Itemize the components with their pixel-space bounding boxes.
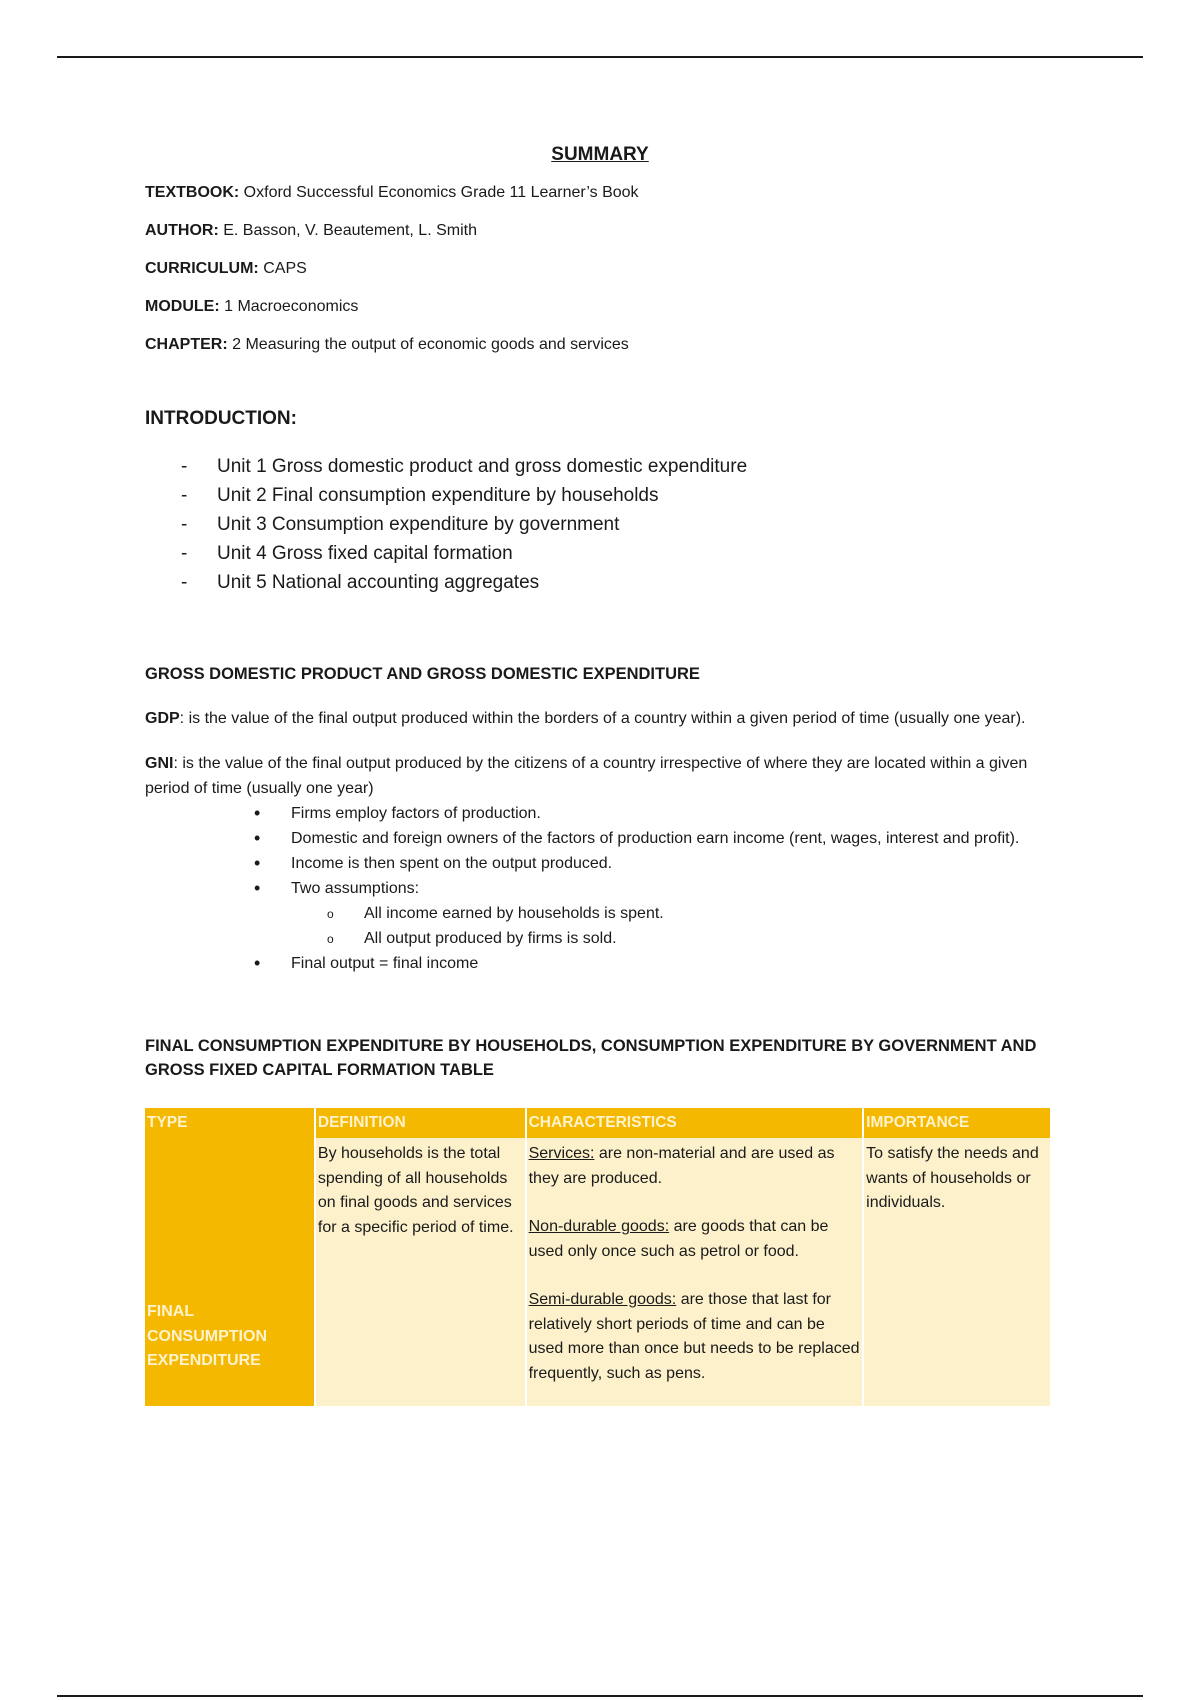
term: Non-durable goods: xyxy=(528,1218,670,1235)
meta-author xyxy=(145,222,1055,240)
list-item: - Unit 4 Gross fixed capital formation xyxy=(181,539,1055,568)
gdp-definition xyxy=(145,706,1055,731)
term: Semi-durable goods: xyxy=(528,1291,677,1308)
header-rule xyxy=(57,56,1143,58)
sub-bullet-list xyxy=(291,901,1055,951)
expenditure-table xyxy=(145,1108,1052,1406)
list-item: - Unit 1 Gross domestic product and gross domestic expenditure xyxy=(181,452,1055,481)
characteristic-services xyxy=(529,1142,861,1191)
meta-value: CAPS xyxy=(263,260,307,277)
meta-module xyxy=(145,298,1055,316)
list-item: • Final output = final income xyxy=(254,951,1055,976)
list-item-text: Two assumptions: xyxy=(291,880,420,897)
meta-textbook xyxy=(145,184,1055,202)
meta-label: TEXTBOOK: xyxy=(145,184,240,201)
gni-text: : is the value of the final output produced by the citizens of a country irrespective of where they are located within a given period of time (usually one year) xyxy=(145,755,1028,797)
meta-curriculum xyxy=(145,260,1055,278)
term: Services: xyxy=(528,1145,595,1162)
list-item xyxy=(254,876,1055,951)
column-header: IMPORTANCE xyxy=(863,1108,1051,1138)
document-page xyxy=(145,144,1055,1406)
term-text: are those that last for relatively short periods of time and can be used more than once but needs to be replaced frequently, such as pens. xyxy=(528,1291,860,1382)
document-title: SUMMARY xyxy=(551,144,649,165)
list-item: • Domestic and foreign owners of the factors of production earn income (rent, wages, interest and profit). xyxy=(254,826,1055,851)
type-cell: FINAL CONSUMPTION EXPENDITURE xyxy=(145,1138,315,1406)
list-item: • Firms employ factors of production. xyxy=(254,801,1055,826)
list-item: - Unit 5 National accounting aggregates xyxy=(181,568,1055,597)
definition-cell: By households is the total spending of all households on final goods and services for a specific period of time. xyxy=(315,1138,526,1406)
meta-value: E. Basson, V. Beautement, L. Smith xyxy=(223,222,477,239)
gdp-label: GDP xyxy=(145,710,180,727)
list-item: o All income earned by households is spent. xyxy=(327,901,1055,926)
characteristic-non-durable xyxy=(529,1215,861,1264)
unit-list xyxy=(145,452,1055,597)
meta-chapter xyxy=(145,336,1055,354)
section-heading-gdp: GROSS DOMESTIC PRODUCT AND GROSS DOMESTIC EXPENDITURE xyxy=(145,665,700,683)
list-item: • Income is then spent on the output produced. xyxy=(254,851,1055,876)
term-text: are non-material and are used as they are produced. xyxy=(528,1145,835,1187)
meta-label: AUTHOR: xyxy=(145,222,219,239)
meta-label: CHAPTER: xyxy=(145,336,228,353)
intro-heading: INTRODUCTION: xyxy=(145,408,297,429)
spacer xyxy=(529,1191,861,1215)
meta-value: 1 Macroeconomics xyxy=(224,298,359,315)
list-item: - Unit 3 Consumption expenditure by government xyxy=(181,510,1055,539)
spacer xyxy=(529,1264,861,1288)
meta-value: Oxford Successful Economics Grade 11 Learner’s Book xyxy=(243,184,639,201)
characteristics-cell xyxy=(526,1138,864,1406)
column-header: TYPE xyxy=(145,1108,315,1138)
characteristic-semi-durable xyxy=(529,1288,861,1386)
gni-definition xyxy=(145,751,1055,801)
footer-rule xyxy=(57,1695,1143,1697)
list-item: o All output produced by firms is sold. xyxy=(327,926,1055,951)
bullet-list xyxy=(145,801,1055,976)
term-text: are goods that can be used only once such as petrol or food. xyxy=(528,1218,829,1260)
meta-value: 2 Measuring the output of economic goods and services xyxy=(232,336,629,353)
list-item: - Unit 2 Final consumption expenditure by households xyxy=(181,481,1055,510)
section-heading-table: FINAL CONSUMPTION EXPENDITURE BY HOUSEHOLDS, CONSUMPTION EXPENDITURE BY GOVERNMENT AND GROSS FIXED CAPITAL FORMATION TABLE xyxy=(145,1037,1037,1079)
gdp-text: : is the value of the final output produced within the borders of a country within a given period of time (usually one year). xyxy=(179,710,1026,727)
column-header: CHARACTERISTICS xyxy=(526,1108,864,1138)
importance-cell: To satisfy the needs and wants of households or individuals. xyxy=(863,1138,1051,1406)
gni-label: GNI xyxy=(145,755,174,772)
column-header: DEFINITION xyxy=(315,1108,526,1138)
meta-label: MODULE: xyxy=(145,298,220,315)
meta-label: CURRICULUM: xyxy=(145,260,259,277)
table-header-row xyxy=(145,1108,1051,1138)
table-row xyxy=(145,1138,1051,1406)
